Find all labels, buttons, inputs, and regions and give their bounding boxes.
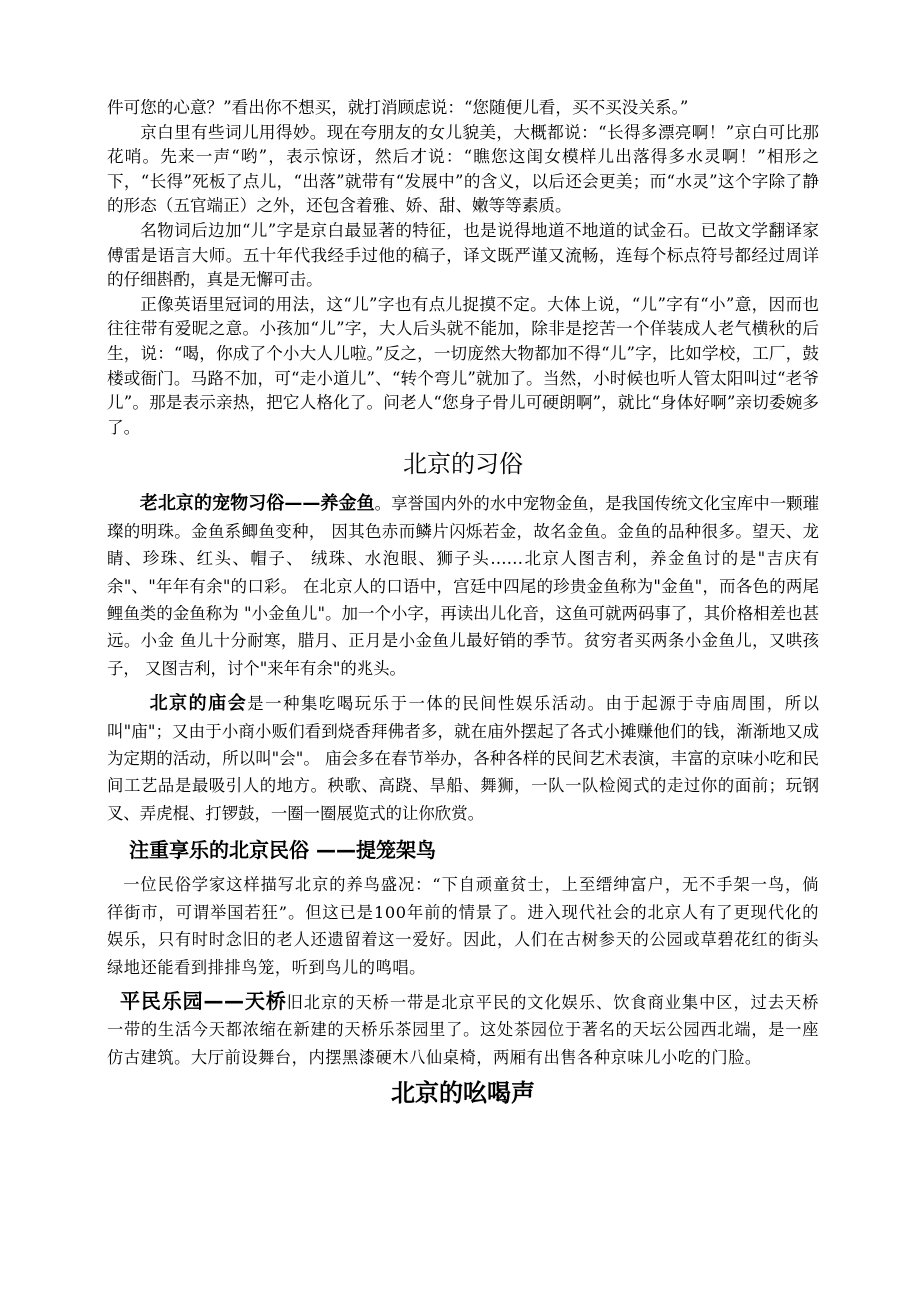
paragraph-goldfish	[107, 490, 819, 682]
tianqiao-heading: 平民乐园——天桥	[119, 988, 287, 1013]
section-title-customs: 北京的习俗	[403, 450, 523, 479]
paragraph-birds: 一位民俗学家这样描写北京的养鸟盛况：“下自顽童贫士，上至缙绅富户，无不手架一鸟，倘徉街市，可谓举国若狂”。但这已是100年前的情景了。进入现代社会的北京人有了更现代化的娱乐，只有时时念旧的老人还遗留着这一爱好。因此，人们在古树参天的公园或草碧花红的街头绿地还能看到排排鸟笼，听到鸟儿的鸣唱。	[107, 875, 819, 977]
tianqiao-body: 旧北京的天桥一带是北京平民的文化娱乐、饮食商业集中区，过去天桥一带的生活今天都浓缩在新建的天桥乐茶园里了。这处茶园位于著名的天坛公园西北端，是一座仿古建筑。大厅前设舞台，内摆黑漆硬木八仙桌椅，两厢有出售各种京味儿小吃的门脸。	[107, 992, 820, 1067]
temple-fair-body: 是一种集吃喝玩乐于一体的民间性娱乐活动。由于起源于寺庙周围，所以叫"庙"；又由于小商小贩们看到烧香拜佛者多，就在庙外摆起了各式小摊赚他们的钱，渐渐地又成为定期的活动，所以叫"会"。 庙会多在春节举办，各种各样的民间艺术表演，丰富的京味小吃和民间工艺品是最吸引人的地方。秧歌、高跷、旱船、舞狮，一队一队检阅式的走过你的面前；玩钢叉、弄虎棍、打锣鼓，一圈一圈展览式的让你欣赏。	[107, 694, 820, 823]
paragraph-tianqiao	[107, 988, 819, 1072]
goldfish-body: 。享誉国内外的水中宠物金鱼，是我国传统文化宝库中一颗璀璨的明珠。金鱼系鲫鱼变种， 因其色赤而鳞片闪烁若金，故名金鱼。金鱼的品种很多。望天、龙睛、珍珠、红头、帽子、 绒珠、水泡眼、狮子头……北京人图吉利，养金鱼讨的是"吉庆有余"、"年年有余"的口彩。 在北京人的口语中，宫廷中四尾的珍贵金鱼称为"金鱼"，而各色的两尾鲤鱼类的金鱼称为 "小金鱼儿"。加一个小字，再读出儿化音，这鱼可就两码事了，其价格相差也甚远。小金 鱼儿十分耐寒，腊月、正月是小金鱼儿最好销的季节。贫穷者买两条小金鱼儿，又哄孩子， 又图吉利，讨个"来年有余"的兆头。	[107, 494, 820, 678]
section-title-street-cries: 北京的吆喝声	[391, 1079, 535, 1108]
paragraph-temple-fair	[107, 690, 819, 827]
paragraph-er-usage: 正像英语里冠词的用法，这“儿”字也有点儿捉摸不定。大体上说，“儿”字有“小”意，因而也往往带有爱昵之意。小孩加“儿”字，大人后头就不能加，除非是挖苦一个佯装成人老气横秋的后生，说：“喝，你成了个小大人儿啦。”反之，一切庞然大物都加不得“儿”字，比如学校，工厂，鼓楼或衙门。马路不加，可“走小道儿”、“转个弯儿”就加了。当然，小时候也听人管太阳叫过“老爷儿”。那是表示亲热，把它人格化了。问老人“您身子骨儿可硬朗啊”，就比“身体好啊”亲切委婉多了。	[107, 294, 819, 437]
paragraph-continued: 件可您的心意？”看出你不想买，就打消顾虑说：“您随便儿看，买不买没关系。”	[107, 98, 689, 117]
paragraph-jingbai-words: 京白里有些词儿用得妙。现在夸朋友的女儿貌美，大概都说：“长得多漂亮啊！”京白可比那花哨。先来一声“哟”，表示惊讶，然后才说：“瞧您这闺女模样儿出落得多水灵啊！”相形之下，“长得”死板了点儿，“出落”就带有“发展中”的含义，以后还会更美；而“水灵”这个字除了静的形态（五官端正）之外，还包含着雅、娇、甜、嫩等等素质。	[107, 122, 819, 216]
paragraph-er-suffix: 名物词后边加“儿”字是京白最显著的特征，也是说得地道不地道的试金石。已故文学翻译家傅雷是语言大师。五十年代我经手过他的稿子，译文既严谨又流畅，连每个标点符号都经过周详的仔细斟酌，真是无懈可击。	[107, 220, 819, 290]
section-title-birds: 注重享乐的北京民俗 ——提笼架鸟	[129, 838, 436, 863]
document-page	[107, 96, 819, 1119]
goldfish-heading: 老北京的宠物习俗——养金鱼	[139, 493, 375, 515]
temple-fair-heading: 北京的庙会	[149, 693, 248, 715]
